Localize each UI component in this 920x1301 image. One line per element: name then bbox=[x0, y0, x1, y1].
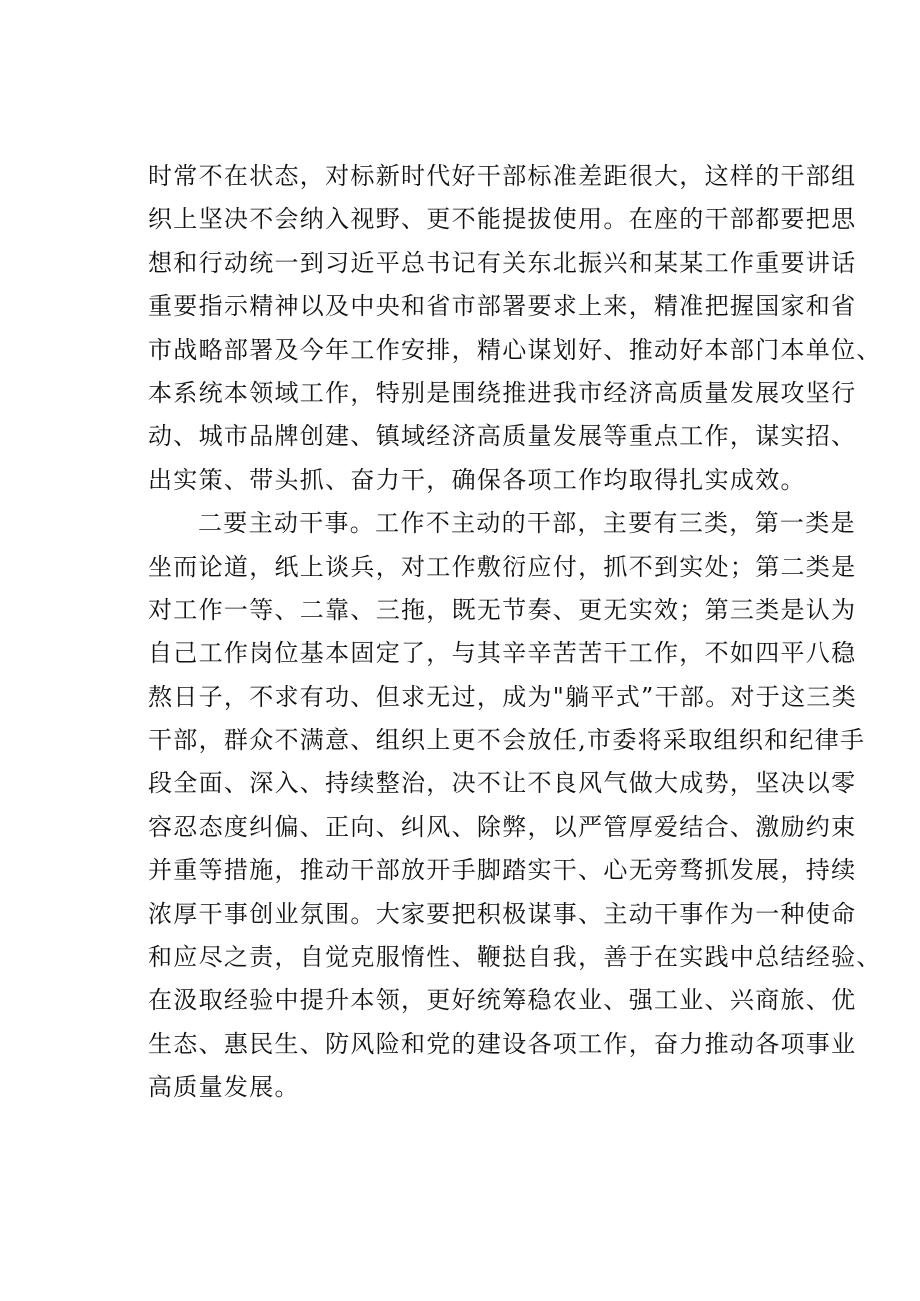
text-line: 自己工作岗位基本固定了，与其辛辛苦苦干工作，不如四平八稳 bbox=[148, 639, 857, 668]
text-line: 容忍态度纠偏、正向、纠风、除弊，以严管厚爱结合、激励约束 bbox=[148, 812, 857, 841]
text-line: 浓厚干事创业氛围。大家要把积极谋事、主动干事作为一种使命 bbox=[148, 899, 857, 928]
text-line: 干部，群众不满意、组织上更不会放任,市委将采取组织和纪律手 bbox=[148, 726, 866, 755]
text-line: 和应尽之责，自觉克服惰性、鞭挞自我，善于在实践中总结经验、 bbox=[148, 943, 882, 972]
text-line: 熬日子，不求有功、但求无过，成为"躺平式”干部。对于这三类 bbox=[148, 682, 858, 711]
body-text bbox=[148, 155, 882, 1110]
text-line: 织上坚决不会纳入视野、更不能提拔使用。在座的干部都要把思 bbox=[148, 205, 857, 234]
text-line: 高质量发展。 bbox=[148, 1073, 300, 1102]
text-line: 坐而论道，纸上谈兵，对工作敷衍应付，抓不到实处；第二类是 bbox=[148, 552, 857, 581]
text-line: 段全面、深入、持续整治，决不让不良风气做大成势，坚决以零 bbox=[148, 769, 857, 798]
text-line: 并重等措施，推动干部放开手脚踏实干、心无旁骛抓发展，持续 bbox=[148, 856, 857, 885]
text-line: 对工作一等、二靠、三拖，既无节奏、更无实效；第三类是认为 bbox=[148, 595, 857, 624]
text-line: 本系统本领域工作，特别是围绕推进我市经济高质量发展攻坚行 bbox=[148, 378, 857, 407]
text-line: 想和行动统一到习近平总书记有关东北振兴和某某工作重要讲话 bbox=[148, 248, 857, 277]
text-line: 生态、惠民生、防风险和党的建设各项工作，奋力推动各项事业 bbox=[148, 1029, 857, 1058]
text-line: 市战略部署及今年工作安排，精心谋划好、推动好本部门本单位、 bbox=[148, 335, 882, 364]
text-line: 出实策、带头抓、奋力干，确保各项工作均取得扎实成效。 bbox=[148, 465, 806, 494]
text-line: 重要指示精神以及中央和省市部署要求上来，精准把握国家和省 bbox=[148, 292, 857, 321]
text-line: 在汲取经验中提升本领，更好统筹稳农业、强工业、兴商旅、优 bbox=[148, 986, 857, 1015]
text-line: 时常不在状态，对标新时代好干部标准差距很大，这样的干部组 bbox=[148, 162, 857, 190]
paragraph-start-line: 二要主动干事。工作不主动的干部，主要有三类，第一类是 bbox=[198, 509, 856, 538]
text-line: 动、城市品牌创建、镇域经济高质量发展等重点工作，谋实招、 bbox=[148, 422, 857, 451]
